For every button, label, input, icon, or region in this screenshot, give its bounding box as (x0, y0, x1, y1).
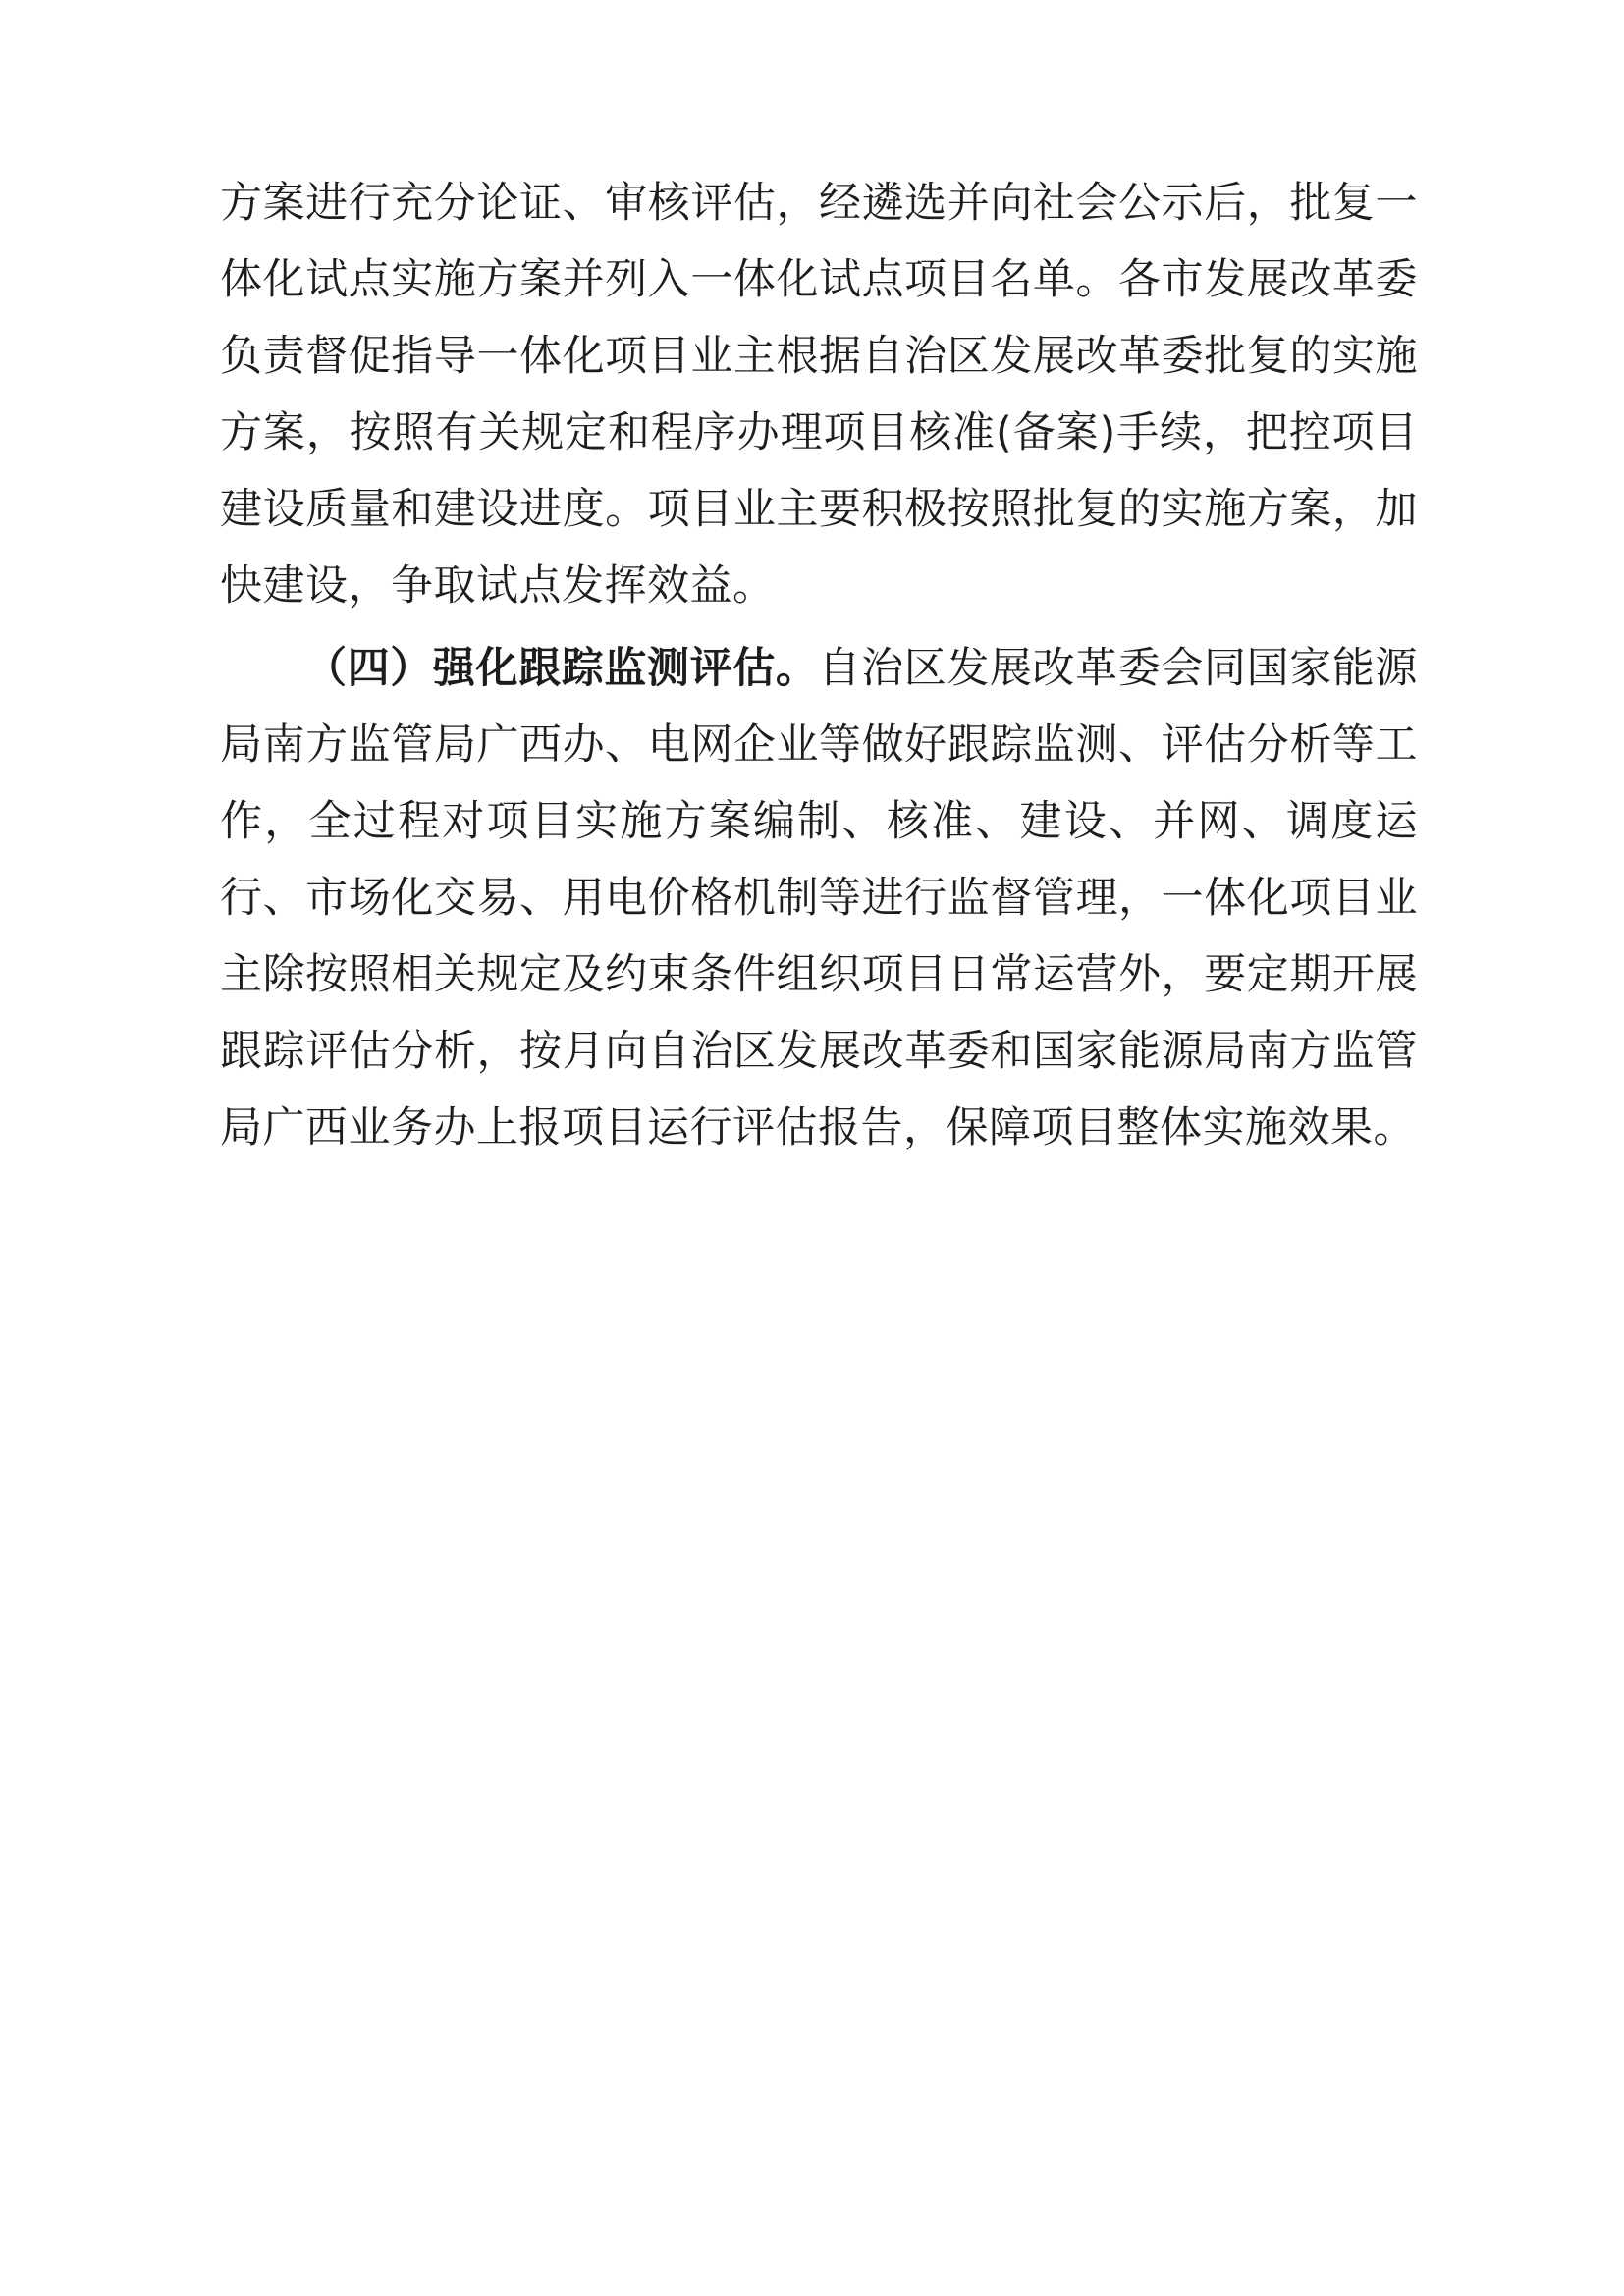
document-body (220, 165, 1418, 1166)
paragraph-text: 方案进行充分论证、审核评估，经遴选并向社会公示后，批复一体化试点实施方案并列入一体化试点项目名单。各市发展改革委负责督促指导一体化项目业主根据自治区发展改革委批复的实施方案，按照有关规定和程序办理项目核准(备案)手续，把控项目建设质量和建设进度。项目业主要积极按照批复的实施方案，加快建设，争取试点发挥效益。 (220, 179, 1418, 611)
paragraph-continuation (220, 165, 1418, 624)
paragraph-section-four (220, 630, 1418, 1166)
paragraph-text: 自治区发展改革委会同国家能源局南方监管局广西办、电网企业等做好跟踪监测、评估分析等工作，全过程对项目实施方案编制、核准、建设、并网、调度运行、市场化交易、用电价格机制等进行监督管理，一体化项目业主除按照相关规定及约束条件组织项目日常运营外，要定期开展跟踪评估分析，按月向自治区发展改革委和国家能源局南方监管局广西业务办上报项目运行评估报告，保障项目整体实施效果。 (220, 644, 1419, 1152)
section-heading-inline: （四）强化跟踪监测评估。 (304, 644, 819, 693)
